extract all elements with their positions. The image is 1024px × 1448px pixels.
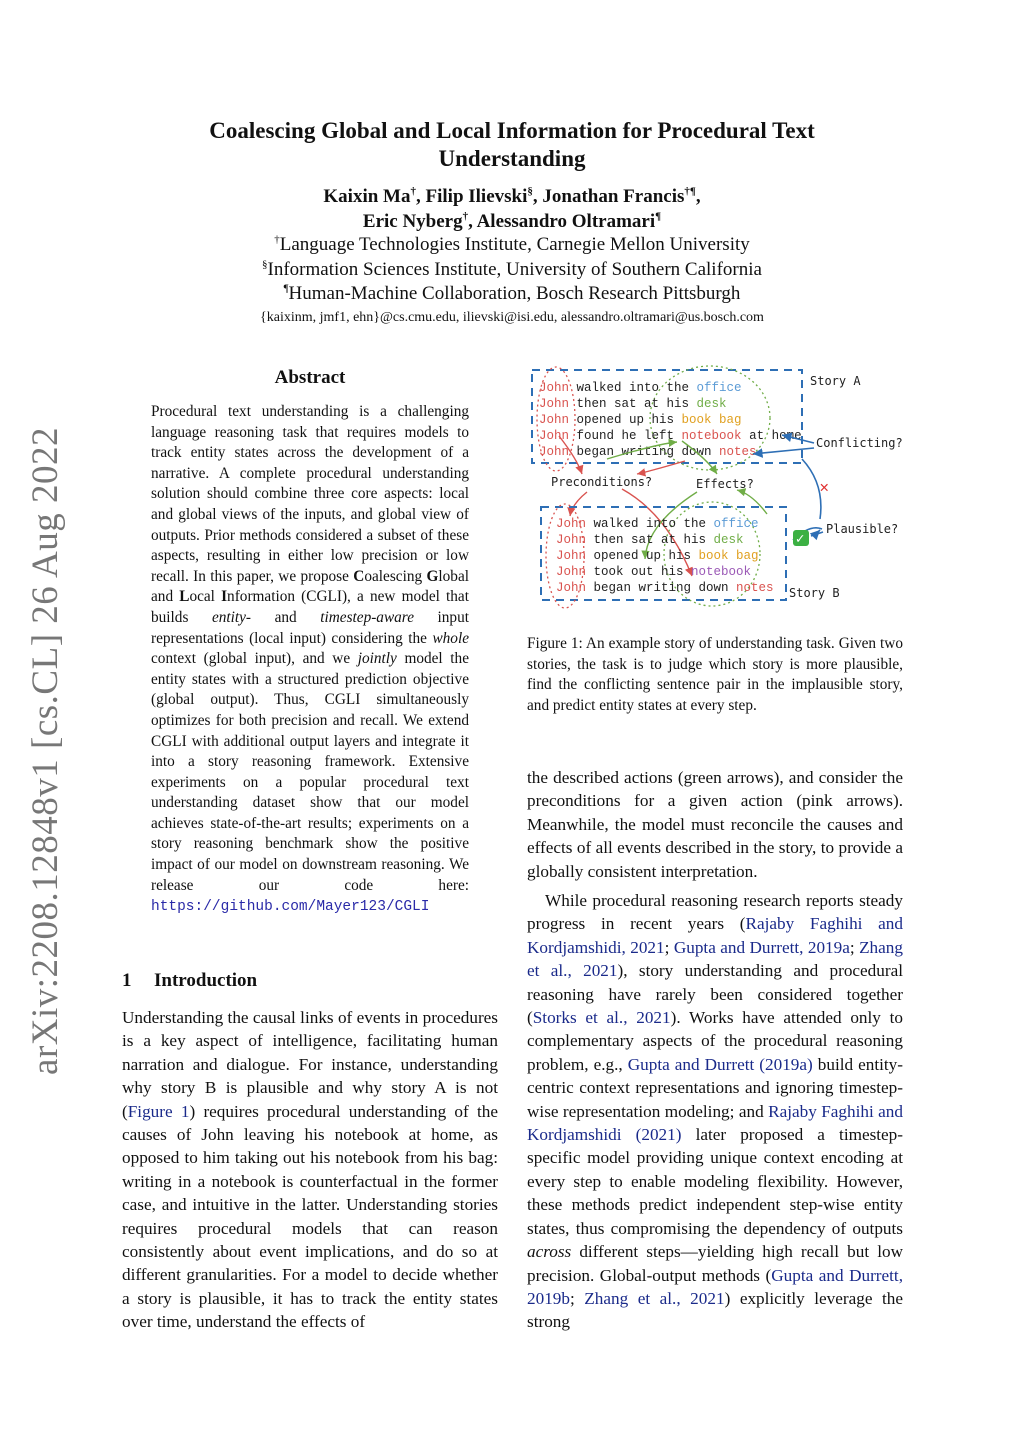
story-a-sentences — [539, 381, 802, 459]
title-line-2: Understanding — [438, 146, 586, 171]
story-b-line-2: John then sat at his desk — [556, 533, 744, 547]
svg-text:✓: ✓ — [795, 531, 806, 546]
effect-arrow-b — [737, 490, 767, 514]
author-name: Alessandro Oltramari — [476, 211, 656, 232]
figure-1-diagram — [527, 364, 907, 616]
figure-reference-link[interactable]: Figure 1 — [127, 1101, 190, 1121]
abstract-body: Procedural text understanding is a challenging language reasoning task that requires models to track entity states across the development of a narrative. A complete procedural understanding solution should combine three core aspects: local and global views of the inputs, and global view of outputs. Prior methods considered a subset of these aspects, resulting in either low precision or low recall. In this paper, we propose Coalescing Global and Local Information (CGLI), a new model that builds entity- and timestep-aware input representations (local input) considering the whole context (global input), and we jointly model the entity states with a structured prediction objective (global output). Thus, CGLI simultaneously optimizes for both precision and recall. We extend CGLI with additional output layers and integrate it into a story reasoning framework. Extensive experiments on a popular procedural text understanding dataset show that our model achieves state-of-the-art results; experiments on a story reasoning benchmark show the positive impact of our model on downstream reasoning. We release our code here: https://github.com/Mayer123/CGLI — [151, 403, 469, 916]
story-b-line-5: John began writing down notes — [556, 581, 774, 595]
affiliation: ¶Human-Machine Collaboration, Bosch Research Pittsburgh — [283, 282, 741, 304]
story-a-line-2: John then sat at his desk — [539, 397, 727, 411]
right-column-paragraph-2: While procedural reasoning research reports steady progress in recent years (Rajaby Faghihi and Kordjamshidi, 2021; Gupta and Durrett, 2019a; Zhang et al., 2021), story understanding and procedural reasoning have rarely been considered together (Storks et al., 2021). Works have attended only to complementary aspects of the procedural reasoning problem, e.g., Gupta and Durrett (2019a) build entity-centric context representations and ignoring timestep-wise representation modeling; and Rajaby Faghihi and Kordjamshidi (2021) later proposed a timestep-specific model providing unique context encoding at every step to enable modeling flexibility. However, these methods predict independent step-wise entity states, thus compromising the dependency of outputs across different steps—yielding high recall but low precision. Global-output methods (Gupta and Durrett, 2019b; Zhang et al., 2021) explicitly leverage the strong — [527, 891, 904, 1332]
affiliation-list — [110, 233, 914, 307]
story-a-line-1: John walked into the office — [539, 381, 742, 395]
citation-link[interactable]: Gupta and Durrett, 2019a — [673, 937, 850, 957]
affiliation: †Language Technologies Institute, Carnegie Mellon University — [274, 233, 750, 255]
introduction-paragraph: Understanding the causal links of events in procedures is a key aspect of intelligence, facilitating human narration and dialogue. For instance, understanding why story B is plausible and why story A is not (Figure 1) requires procedural understanding of the causes of John leaving his notebook at home, as opposed to him taking out his notebook from his bag: writing in a notebook is counterfactual in the former case, and intuitive in the latter. Understanding stories requires procedural models that can reason consistently about event implications, and do so at different granularities. For a model to decide whether a story is plausible, it has to track the entity states over time, understand the effects of — [122, 1008, 498, 1332]
author-mark: ¶ — [655, 210, 662, 223]
precondition-arrow-b — [570, 492, 587, 516]
citation-link[interactable]: Zhang et al., 2021 — [584, 1288, 725, 1308]
code-link[interactable]: https://github.com/Mayer123/CGLI — [151, 899, 430, 916]
story-a-line-3: John opened up his book bag — [539, 413, 742, 427]
author-name: Eric Nyberg — [362, 211, 463, 232]
citation-link[interactable]: Gupta and Durrett — [627, 1054, 755, 1074]
citation-link[interactable]: Storks et al., 2021 — [532, 1008, 671, 1028]
story-b-line-3: John opened up his book bag — [556, 549, 759, 563]
story-a-line-5: John began writing down notes — [539, 445, 757, 459]
author-mark: § — [527, 185, 533, 198]
conflicting-label: Conflicting? — [816, 436, 903, 450]
author-list: Kaixin Ma†, Filip Ilievski§, Jonathan Francis†¶, Eric Nyberg†, Alessandro Oltramari¶ — [323, 185, 701, 232]
arxiv-identifier: arXiv:2208.12848v1 [cs.CL] 26 Aug 2022 — [25, 427, 66, 1075]
author-mark: †¶ — [684, 185, 696, 198]
citation-link[interactable]: Zhang et al., 2021 — [527, 937, 903, 981]
citation-year-link[interactable]: (2019a) — [759, 1054, 813, 1074]
story-b-line-4: John took out his notebook — [556, 565, 752, 579]
author-name: Kaixin Ma — [323, 186, 411, 207]
author-mark: † — [410, 185, 416, 198]
figure-1-caption: Figure 1: An example story of understanding task. Given two stories, the task is to judge which story is more plausible, find the conflicting sentence pair in the implausible story, and predict entity states at every step. — [527, 635, 903, 714]
author-mark: † — [462, 210, 469, 223]
citation-link[interactable]: Rajaby Faghihi and Kordjamshidi, 2021 — [527, 914, 903, 957]
abstract-heading: Abstract — [274, 367, 346, 388]
citation-link[interactable]: Gupta and Durrett, 2019b — [527, 1265, 904, 1308]
author-name: Filip Ilievski — [425, 186, 528, 207]
cross-mark-icon: ✕ — [819, 480, 830, 495]
story-a-line-4: John found he left notebook at home — [539, 429, 802, 443]
preconditions-label: Preconditions? — [551, 475, 653, 489]
story-b-label: Story B — [789, 586, 840, 600]
conflict-arrow-2 — [753, 448, 814, 454]
paper-title — [110, 117, 914, 173]
story-b-line-1: John walked into the office — [556, 517, 759, 531]
author-emails: {kaixinm, jmf1, ehn}@cs.cmu.edu, ilievski@isi.edu, alessandro.oltramari@us.bosch.com — [260, 310, 764, 325]
affiliation: §Information Sciences Institute, University of Southern California — [262, 258, 762, 280]
author-name: Jonathan Francis — [542, 186, 685, 207]
citation-year-link[interactable]: (2021) — [635, 1125, 682, 1145]
title-line-1: Coalescing Global and Local Information for Procedural Text — [209, 118, 815, 143]
story-b-sentences — [556, 517, 774, 595]
plausible-label: Plausible? — [826, 522, 899, 536]
section-heading-introduction: 1 Introduction — [122, 970, 258, 991]
right-column-paragraph-1: the described actions (green arrows), and consider the preconditions for a given action (pink arrows). Meanwhile, the model must reconcile the causes and effects of all events described in the story, to provide a globally consistent interpretation. — [527, 768, 903, 881]
effects-label: Effects? — [696, 477, 754, 491]
story-a-label: Story A — [810, 374, 861, 388]
citation-link[interactable]: Rajaby Faghihi and Kordjamshidi — [527, 1101, 903, 1145]
